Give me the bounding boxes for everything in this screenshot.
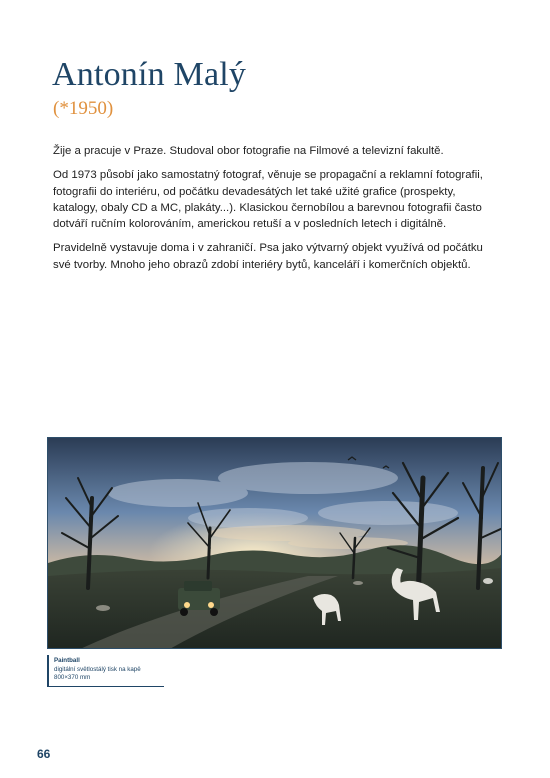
biography-paragraph: Žije a pracuje v Praze. Studoval obor fotografie na Filmové a televizní fakultě. — [53, 145, 444, 157]
artist-name: Antonín Malý — [52, 56, 247, 93]
artist-years: (*1950) — [53, 98, 114, 119]
artwork-title: Paintball — [54, 657, 80, 664]
biography-paragraph: Pravidelně vystavuje doma i v zahraničí. Psa jako výtvarný objekt využívá od počátku své tvorby. Mnoho jeho obrazů zdobí interiéry bytů, kanceláří i komerčních objektů. — [53, 242, 483, 271]
page-number: 66 — [37, 747, 51, 761]
artwork-image — [47, 437, 502, 649]
artwork-illustration — [48, 438, 502, 649]
artwork-caption — [47, 655, 164, 687]
biography-paragraph: Od 1973 působí jako samostatný fotograf, věnuje se propagační a reklamní fotografii, fotografii do interiéru, od počátku devadesátých let také užité grafice (prospekty, katalogy, obaly CD a MC, plakáty...). Klasickou černobílou a barevnou fotografii často dotváří ručním kolorováním, americkou retuší a v posledních letech i digitálně. — [53, 169, 483, 231]
artwork-technique: digitální světlostálý tisk na kapě — [54, 665, 141, 673]
biography — [53, 143, 501, 281]
artwork-size: 800×370 mm — [54, 674, 91, 682]
